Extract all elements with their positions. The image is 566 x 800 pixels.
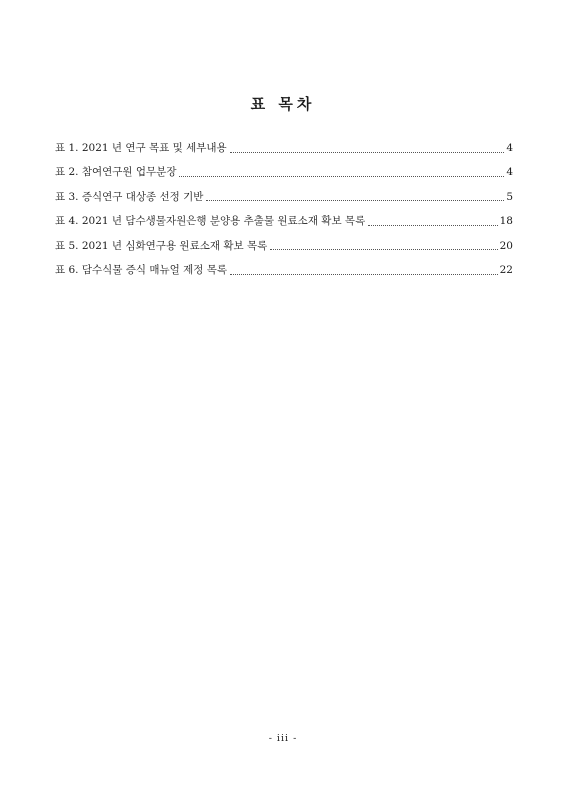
toc-entry-page: 20 [499, 239, 513, 252]
dot-leader [206, 200, 504, 201]
toc-entry-6[interactable] [55, 262, 513, 286]
toc-entry-page: 4 [506, 166, 513, 179]
toc-entry-2[interactable] [55, 164, 513, 188]
toc-entry-page: 18 [499, 215, 513, 228]
page-number: - iii - [268, 733, 298, 744]
toc-entry-page: 4 [506, 142, 513, 154]
toc-entry-label: 표 1. 2021 년 연구 목표 및 세부내용 [55, 142, 227, 154]
toc-entry-4[interactable] [55, 213, 513, 237]
dot-leader [230, 152, 505, 153]
toc-entry-page: 22 [499, 263, 513, 276]
dot-leader [270, 249, 497, 250]
toc-entry-label: 표 6. 담수식물 증식 매뉴얼 제정 목록 [55, 263, 228, 276]
page-title: 표 목차 [250, 95, 316, 113]
toc-entry-page: 5 [506, 190, 513, 203]
toc-entry-label: 표 2. 참여연구원 업무분장 [55, 166, 177, 179]
toc-entry-label: 표 4. 2021 년 담수생물자원은행 분양용 추출물 원료소재 확보 목록 [55, 215, 366, 228]
table-of-tables [55, 140, 513, 286]
toc-entry-1[interactable] [55, 140, 513, 164]
toc-entry-label: 표 3. 증식연구 대상종 선정 기반 [55, 190, 204, 203]
toc-entry-5[interactable] [55, 238, 513, 262]
dot-leader [230, 274, 498, 275]
dot-leader [368, 225, 497, 226]
toc-entry-label: 표 5. 2021 년 심화연구용 원료소재 확보 목록 [55, 239, 268, 252]
toc-entry-3[interactable] [55, 189, 513, 213]
dot-leader [179, 176, 504, 177]
